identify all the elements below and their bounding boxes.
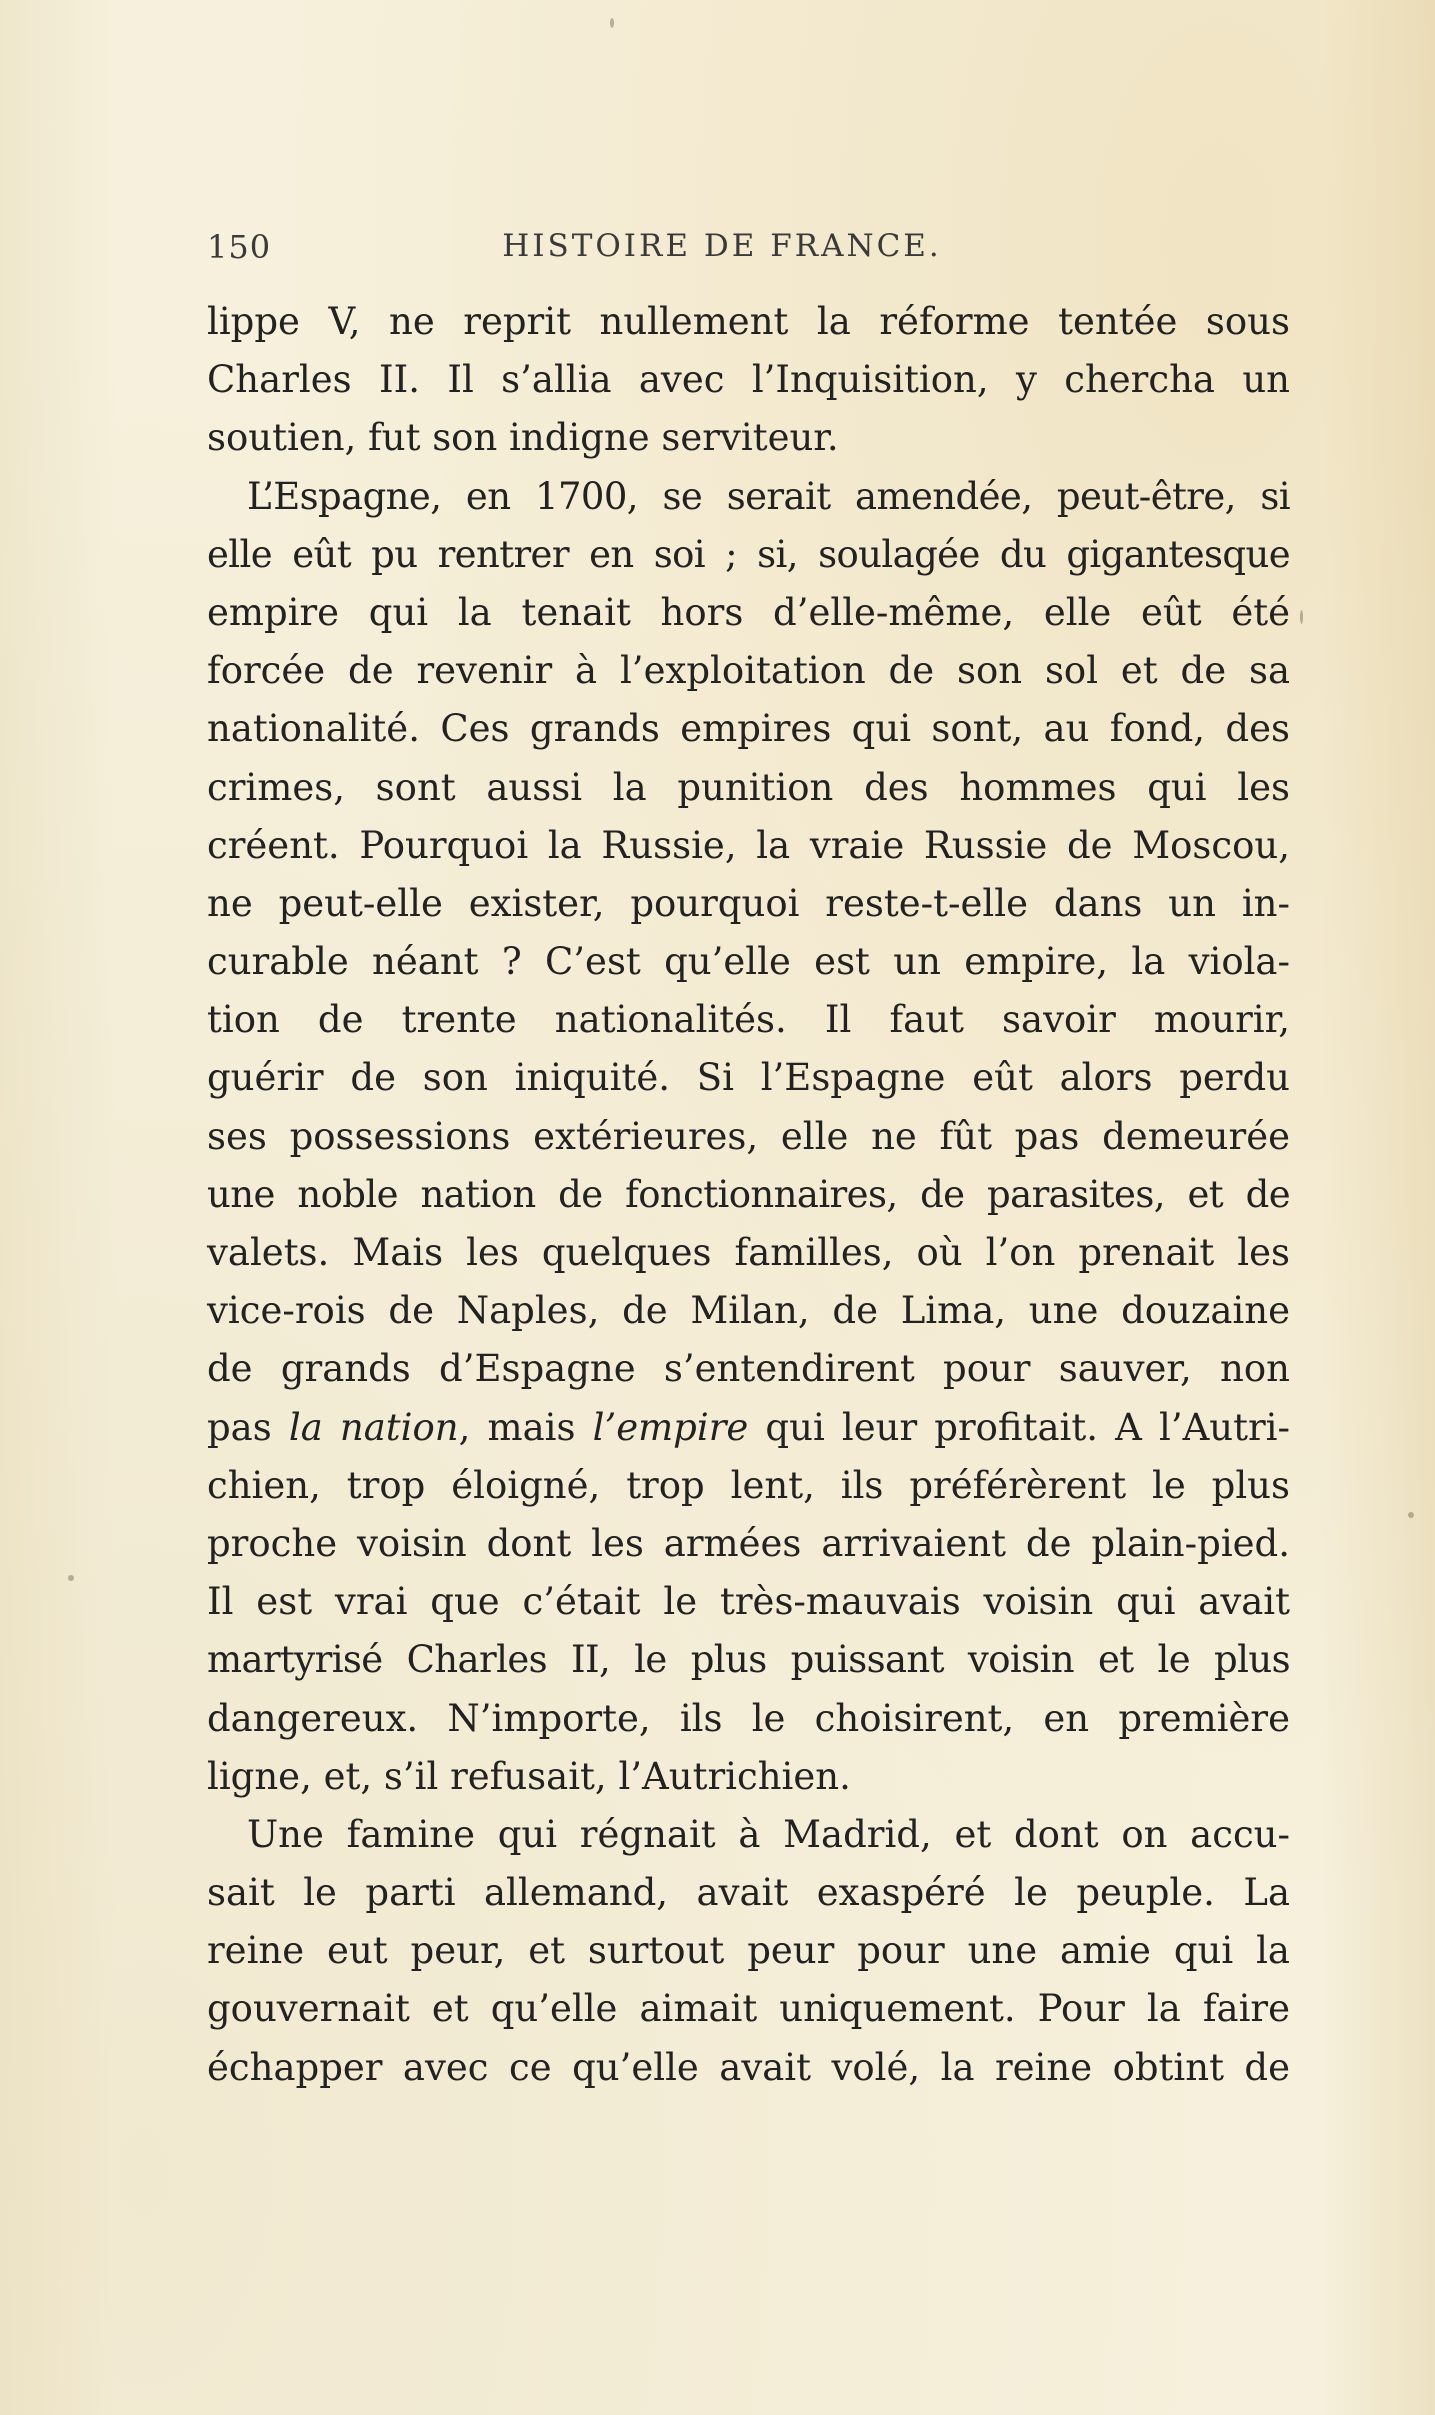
italic-phrase: l’empire	[592, 1405, 749, 1449]
text-run: pas	[207, 1405, 289, 1449]
italic-phrase: la nation	[288, 1405, 459, 1449]
text-run: qui leur profitait. A l’Autri-	[748, 1405, 1291, 1449]
text-line: chien, trop éloigné, trop lent, ils préférèrent le plus	[207, 1463, 1290, 1507]
body-text	[207, 293, 1290, 2097]
text-line: soutien, fut son indigne serviteur.	[207, 416, 839, 460]
text-line: sait le parti allemand, avait exaspéré le peuple. La	[207, 1871, 1290, 1915]
text-line: L’Espagne, en 1700, se serait amendée, peut-être, si	[247, 474, 1290, 518]
text-line: ses possessions extérieures, elle ne fût pas demeurée	[207, 1114, 1290, 1158]
text-line: Charles II. Il s’allia avec l’Inquisition, y chercha un	[207, 358, 1290, 402]
text-line: de grands d’Espagne s’entendirent pour sauver, non	[207, 1347, 1290, 1391]
text-line: elle eût pu rentrer en soi ; si, soulagée du gigantesque	[207, 532, 1290, 576]
text-line: vice-rois de Naples, de Milan, de Lima, une douzaine	[207, 1289, 1290, 1333]
text-line: reine eut peur, et surtout peur pour une amie qui la	[207, 1929, 1290, 1973]
text-line	[207, 1399, 1290, 1457]
paper-speck	[1408, 1512, 1414, 1518]
text-line: empire qui la tenait hors d’elle-même, elle eût été	[207, 590, 1290, 634]
text-line: tion de trente nationalités. Il faut savoir mourir,	[207, 998, 1290, 1042]
text-line: ligne, et, s’il refusait, l’Autrichien.	[207, 1754, 851, 1798]
text-line: échapper avec ce qu’elle avait volé, la reine obtint de	[207, 2045, 1290, 2089]
text-line: proche voisin dont les armées arrivaient de plain-pied.	[207, 1521, 1290, 1565]
text-line: forcée de revenir à l’exploitation de son sol et de sa	[207, 649, 1290, 693]
text-line: nationalité. Ces grands empires qui sont, au fond, des	[207, 707, 1290, 751]
paper-speck	[610, 18, 614, 28]
page-header	[207, 228, 1237, 276]
paper-speck	[1300, 610, 1303, 624]
text-run: , mais	[458, 1405, 593, 1449]
text-line: martyrisé Charles II, le plus puissant voisin et le plus	[207, 1638, 1290, 1682]
text-line: guérir de son iniquité. Si l’Espagne eût alors perdu	[207, 1056, 1290, 1100]
text-line: Il est vrai que c’était le très-mauvais voisin qui avait	[207, 1580, 1290, 1624]
text-line: dangereux. N’importe, ils le choisirent, en première	[207, 1696, 1290, 1740]
text-line: gouvernait et qu’elle aimait uniquement. Pour la faire	[207, 1987, 1290, 2031]
text-line: valets. Mais les quelques familles, où l’on prenait les	[207, 1231, 1290, 1274]
text-line: crimes, sont aussi la punition des hommes qui les	[207, 765, 1290, 809]
page-number: 150	[207, 228, 272, 266]
text-line: une noble nation de fonctionnaires, de parasites, et de	[207, 1172, 1290, 1216]
text-line: ne peut-elle exister, pourquoi reste-t-elle dans un in-	[207, 881, 1290, 925]
text-line: curable néant ? C’est qu’elle est un empire, la viola-	[207, 940, 1290, 984]
paper-speck	[68, 1575, 74, 1581]
text-line: Une famine qui régnait à Madrid, et dont on accu-	[247, 1812, 1290, 1856]
text-line: lippe V, ne reprit nullement la réforme tentée sous	[207, 300, 1290, 343]
text-line: créent. Pourquoi la Russie, la vraie Russie de Moscou,	[207, 823, 1290, 867]
running-title: HISTOIRE DE FRANCE.	[502, 228, 942, 264]
